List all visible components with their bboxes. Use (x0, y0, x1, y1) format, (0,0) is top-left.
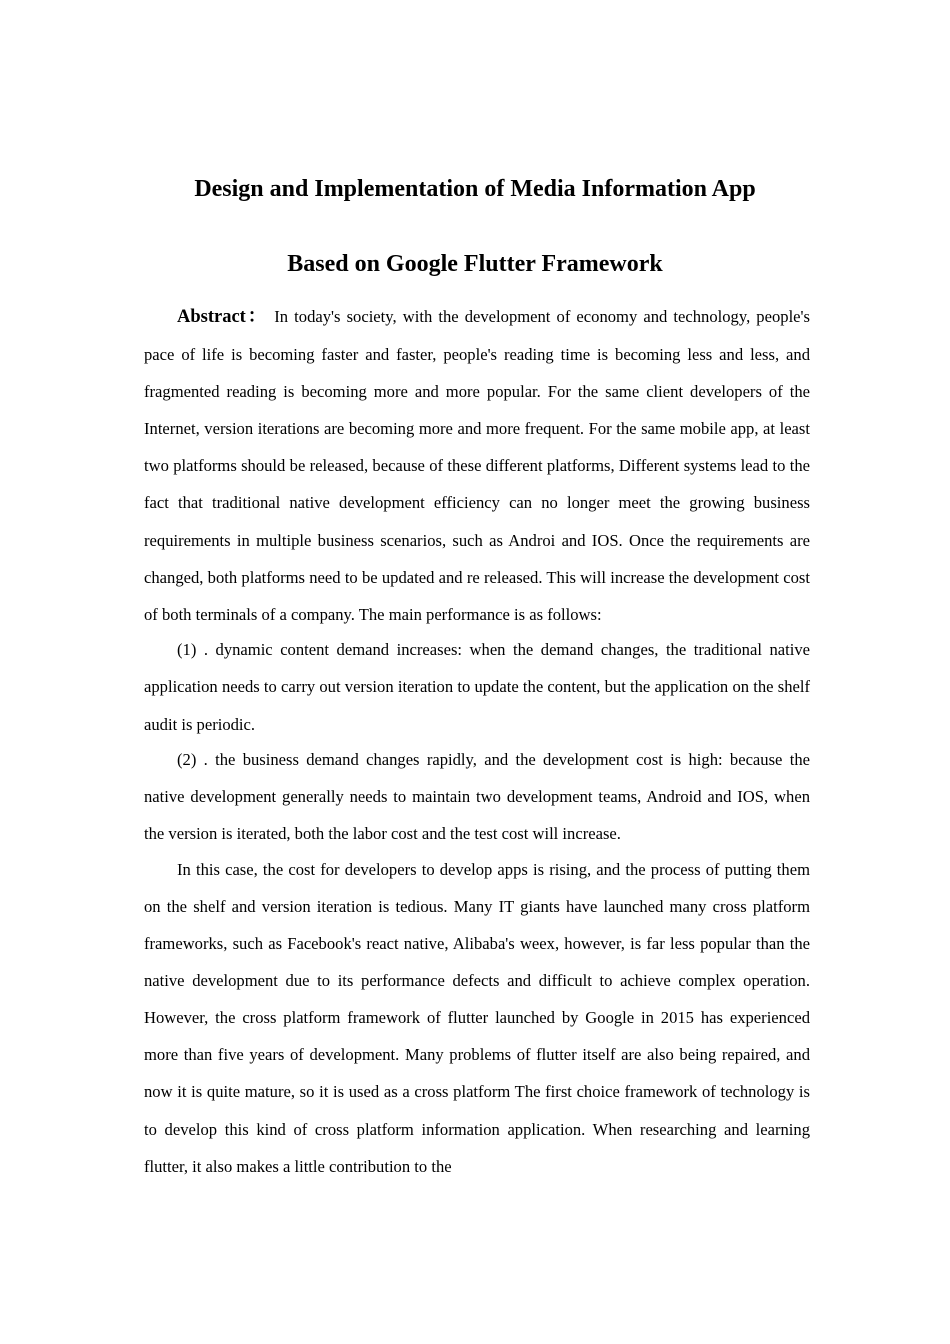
abstract-body (144, 298, 810, 1185)
abstract-text: In today's society, with the development of economy and technology, people's pace of life is becoming faster and faster, people's reading time is becoming less and less, and fragmented reading is becoming more and more popular. For the same client developers of the Internet, version iterations are becoming more and more frequent. For the same mobile app, at least two platforms should be released, because of these different platforms, Different systems lead to the fact that traditional native development efficiency can no longer meet the growing business requirements in multiple business scenarios, such as Androi and IOS. Once the requirements are changed, both platforms need to be updated and re released. This will increase the development cost of both terminals of a company. The main performance is as follows: (144, 307, 810, 624)
title-line-2: Based on Google Flutter Framework (287, 251, 663, 277)
abstract-label: Abstract (177, 307, 246, 327)
list-item-1: (1) . dynamic content demand increases: when the demand changes, the traditional native application needs to carry out version iteration to update the content, but the application on the shelf audit is periodic. (144, 640, 810, 734)
abstract-paragraph (144, 298, 810, 633)
list-item-2: (2) . the business demand changes rapidly, and the development cost is high: because the native development generally needs to maintain two development teams, Android and IOS, when the version is iterated, both the labor cost and the test cost will increase. (144, 750, 810, 844)
abstract-separator: ： (245, 307, 269, 327)
body-paragraph: In this case, the cost for developers to develop apps is rising, and the process of putting them on the shelf and version iteration is tedious. Many IT giants have launched many cross platform frameworks, such as Facebook's react native, Alibaba's weex, however, is far less popular than the native development due to its performance defects and difficult to achieve complex operation. However, the cross platform framework of flutter launched by Google in 2015 has experienced more than five years of development. Many problems of flutter itself are also being repaired, and now it is quite mature, so it is used as a cross platform The first choice framework of technology is to develop this kind of cross platform information application. When researching and learning flutter, it also makes a little contribution to the (144, 859, 810, 1176)
title-line-1: Design and Implementation of Media Information App (194, 176, 756, 202)
